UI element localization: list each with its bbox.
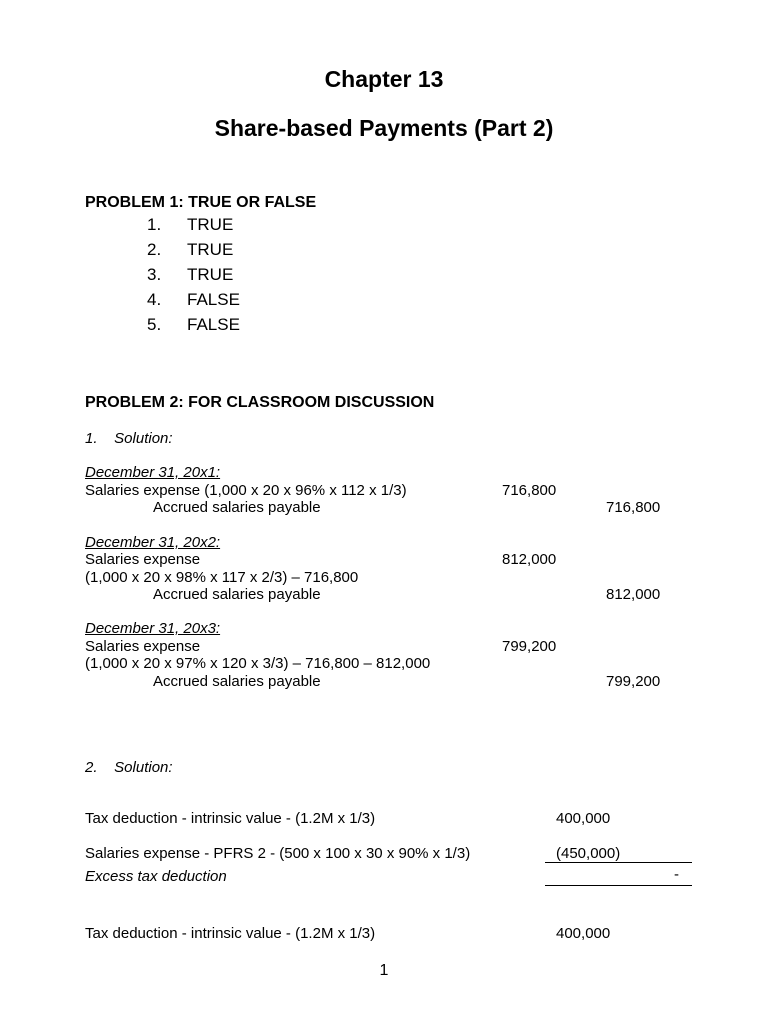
- list-item-number: 2.: [147, 240, 162, 259]
- list-item-answer: TRUE: [187, 265, 234, 284]
- entry-debit-amount: 812,000: [502, 551, 557, 568]
- entry-date: December 31, 20x3:: [85, 620, 221, 637]
- entry-date: December 31, 20x1:: [85, 464, 221, 481]
- list-item-number: 5.: [147, 315, 162, 334]
- problem1-heading: PROBLEM 1: TRUE OR FALSE: [85, 194, 317, 211]
- list-item-number: 4.: [147, 290, 162, 309]
- total-rule: [545, 885, 692, 886]
- list-item-answer: FALSE: [187, 315, 240, 334]
- entry-date: December 31, 20x2:: [85, 534, 221, 551]
- entry-debit-amount: 716,800: [502, 482, 557, 499]
- list-item-answer: TRUE: [187, 240, 234, 259]
- salaries-expense-label: Salaries expense - PFRS 2 - (500 x 100 x 30 x 90% x 1/3): [85, 845, 471, 862]
- problem2-heading: PROBLEM 2: FOR CLASSROOM DISCUSSION: [85, 394, 435, 411]
- solution2-label: 2. Solution:: [85, 759, 173, 776]
- entry-debit-line: Salaries expense (1,000 x 20 x 96% x 112 x 1/3): [85, 482, 407, 499]
- list-item-answer: FALSE: [187, 290, 240, 309]
- entry-credit-account: Accrued salaries payable: [153, 673, 321, 690]
- list-item-number: 1.: [147, 215, 162, 234]
- entry-debit-amount: 799,200: [502, 638, 557, 655]
- tax-deduction-label: Tax deduction - intrinsic value - (1.2M x 1/3): [85, 810, 376, 827]
- entry-credit-account: Accrued salaries payable: [153, 499, 321, 516]
- excess-tax-deduction-amount: -: [674, 866, 679, 883]
- list-item-number: 3.: [147, 265, 162, 284]
- list-item-answer: TRUE: [187, 215, 234, 234]
- entry-debit-computation: (1,000 x 20 x 97% x 120 x 3/3) – 716,800 – 812,000: [85, 655, 431, 672]
- entry-credit-account: Accrued salaries payable: [153, 586, 321, 603]
- entry-debit-line: Salaries expense: [85, 638, 201, 655]
- tax-deduction-amount: 400,000: [556, 810, 611, 827]
- solution1-label: 1. Solution:: [85, 430, 173, 447]
- entry-debit-line: Salaries expense: [85, 551, 201, 568]
- chapter-title: Chapter 13: [324, 66, 444, 92]
- excess-tax-deduction-label: Excess tax deduction: [85, 868, 227, 885]
- entry-credit-amount: 716,800: [606, 499, 661, 516]
- tax-deduction-label: Tax deduction - intrinsic value - (1.2M x 1/3): [85, 925, 376, 942]
- subtotal-rule: [545, 862, 692, 863]
- salaries-expense-amount: (450,000): [556, 845, 621, 862]
- chapter-subtitle: Share-based Payments (Part 2): [214, 115, 554, 141]
- page-number: 1: [379, 962, 389, 979]
- entry-credit-amount: 812,000: [606, 586, 661, 603]
- entry-credit-amount: 799,200: [606, 673, 661, 690]
- entry-debit-computation: (1,000 x 20 x 98% x 117 x 2/3) – 716,800: [85, 569, 359, 586]
- tax-deduction-amount: 400,000: [556, 925, 611, 942]
